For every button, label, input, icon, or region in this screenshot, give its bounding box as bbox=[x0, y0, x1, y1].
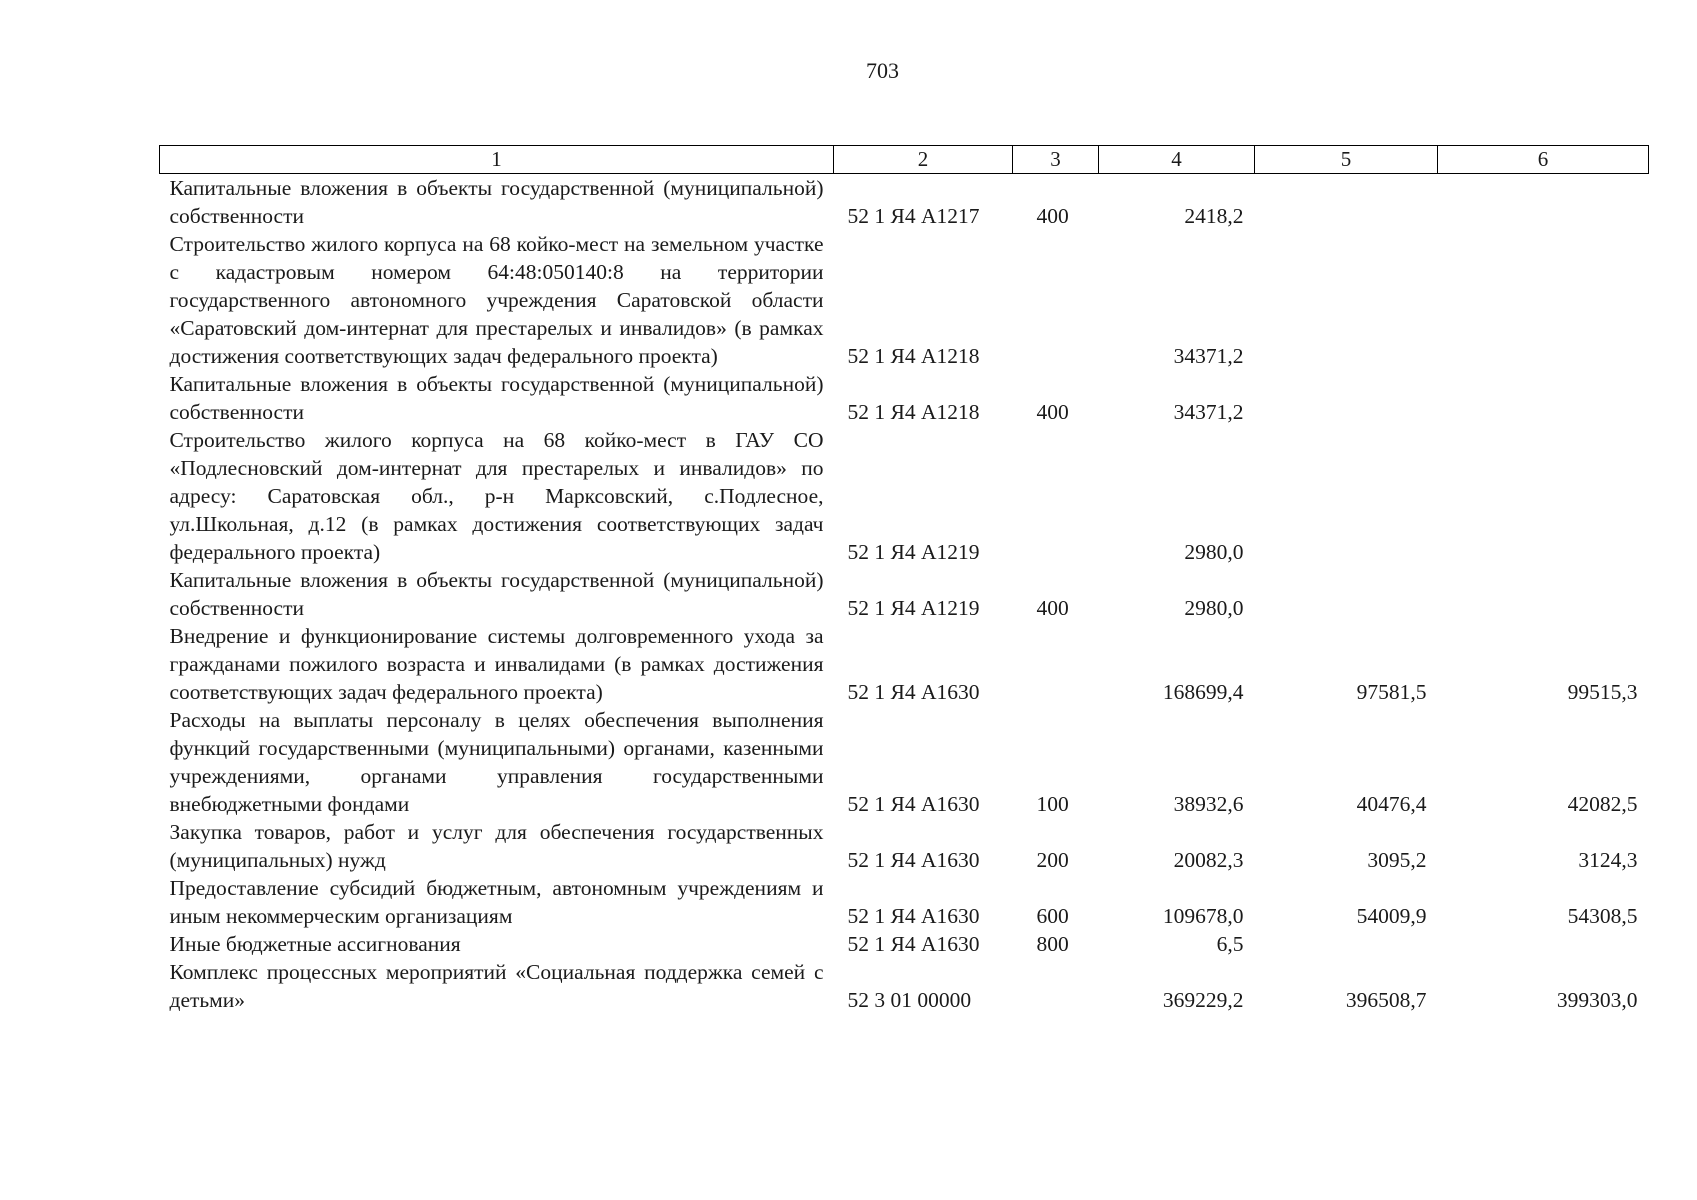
row-expense-type: 400 bbox=[1036, 204, 1069, 228]
row-expense-type bbox=[1013, 426, 1099, 566]
header-col-6: 6 bbox=[1438, 146, 1649, 174]
row-value-col6 bbox=[1438, 370, 1649, 426]
row-name: Предоставление субсидий бюджетным, автономным учреждениям и иным некоммерческим организациям bbox=[169, 876, 824, 928]
row-expense-type: 600 bbox=[1036, 904, 1069, 928]
row-code: 52 1 Я4 A1218 bbox=[847, 400, 980, 424]
row-name: Строительство жилого корпуса на 68 койко-мест на земельном участке с кадастровым номером 64:48:050140:8 на территории государственного автономного учреждения Саратовской области «Саратовский дом-интернат для престарелых и инвалидов» (в рамках достижения соответствующих задач федерального проекта) bbox=[169, 232, 824, 368]
row-name: Иные бюджетные ассигнования bbox=[169, 932, 461, 956]
row-name: Капитальные вложения в объекты государственной (муниципальной) собственности bbox=[169, 176, 824, 228]
row-code: 52 1 Я4 A1630 bbox=[847, 904, 980, 928]
row-value-col6: 42082,5 bbox=[1567, 792, 1638, 816]
row-code: 52 1 Я4 A1217 bbox=[847, 204, 980, 228]
row-value-col6: 99515,3 bbox=[1567, 680, 1638, 704]
row-value-col5 bbox=[1255, 174, 1438, 231]
table-header bbox=[160, 146, 1649, 174]
row-code: 52 1 Я4 A1630 bbox=[847, 792, 980, 816]
row-value-col6 bbox=[1438, 230, 1649, 370]
row-code: 52 3 01 00000 bbox=[847, 988, 972, 1012]
row-value-col5: 97581,5 bbox=[1356, 680, 1427, 704]
header-col-1: 1 bbox=[160, 146, 834, 174]
row-value-col6 bbox=[1438, 174, 1649, 231]
row-value-col6 bbox=[1438, 566, 1649, 622]
header-col-5: 5 bbox=[1255, 146, 1438, 174]
row-value-col5 bbox=[1255, 426, 1438, 566]
row-value-col4: 168699,4 bbox=[1162, 680, 1244, 704]
budget-table bbox=[159, 145, 1649, 1014]
row-code: 52 1 Я4 A1630 bbox=[847, 932, 980, 956]
row-value-col5 bbox=[1255, 566, 1438, 622]
row-name: Капитальные вложения в объекты государственной (муниципальной) собственности bbox=[169, 568, 824, 620]
table-row bbox=[160, 706, 1649, 818]
row-expense-type bbox=[1013, 958, 1099, 1014]
row-expense-type: 800 bbox=[1036, 932, 1069, 956]
row-value-col6: 399303,0 bbox=[1556, 988, 1638, 1012]
header-col-4: 4 bbox=[1099, 146, 1255, 174]
row-code: 52 1 Я4 A1219 bbox=[847, 596, 980, 620]
row-value-col5: 40476,4 bbox=[1356, 792, 1427, 816]
row-value-col6: 3124,3 bbox=[1578, 848, 1638, 872]
table-row bbox=[160, 370, 1649, 426]
row-value-col6 bbox=[1438, 930, 1649, 958]
row-value-col5: 54009,9 bbox=[1356, 904, 1427, 928]
row-value-col5 bbox=[1255, 930, 1438, 958]
row-name: Комплекс процессных мероприятий «Социальная поддержка семей с детьми» bbox=[169, 960, 824, 1012]
table-row bbox=[160, 818, 1649, 874]
row-value-col4: 34371,2 bbox=[1173, 344, 1244, 368]
header-col-3: 3 bbox=[1013, 146, 1099, 174]
row-value-col4: 6,5 bbox=[1216, 932, 1244, 956]
row-expense-type bbox=[1013, 230, 1099, 370]
row-value-col6: 54308,5 bbox=[1567, 904, 1638, 928]
table-row bbox=[160, 426, 1649, 566]
row-value-col6 bbox=[1438, 426, 1649, 566]
table-body bbox=[160, 174, 1649, 1015]
row-code: 52 1 Я4 A1219 bbox=[847, 540, 980, 564]
row-value-col4: 2418,2 bbox=[1184, 204, 1244, 228]
row-expense-type: 400 bbox=[1036, 596, 1069, 620]
row-name: Капитальные вложения в объекты государственной (муниципальной) собственности bbox=[169, 372, 824, 424]
row-value-col4: 109678,0 bbox=[1162, 904, 1244, 928]
row-value-col4: 34371,2 bbox=[1173, 400, 1244, 424]
row-value-col5 bbox=[1255, 370, 1438, 426]
table-row bbox=[160, 174, 1649, 231]
row-name: Закупка товаров, работ и услуг для обеспечения государственных (муниципальных) нужд bbox=[169, 820, 824, 872]
row-value-col4: 20082,3 bbox=[1173, 848, 1244, 872]
row-code: 52 1 Я4 A1630 bbox=[847, 848, 980, 872]
row-value-col4: 369229,2 bbox=[1162, 988, 1244, 1012]
row-value-col4: 2980,0 bbox=[1184, 540, 1244, 564]
row-value-col5 bbox=[1255, 230, 1438, 370]
table-row bbox=[160, 874, 1649, 930]
row-name: Расходы на выплаты персоналу в целях обеспечения выполнения функций государственными (муниципальными) органами, казенными учреждениями, органами управления государственными внебюджетными фондами bbox=[169, 708, 824, 816]
row-value-col4: 38932,6 bbox=[1173, 792, 1244, 816]
row-value-col5: 3095,2 bbox=[1367, 848, 1427, 872]
row-expense-type: 200 bbox=[1036, 848, 1069, 872]
table-row bbox=[160, 622, 1649, 706]
row-value-col5: 396508,7 bbox=[1345, 988, 1427, 1012]
row-expense-type: 100 bbox=[1036, 792, 1069, 816]
row-code: 52 1 Я4 A1630 bbox=[847, 680, 980, 704]
row-name: Строительство жилого корпуса на 68 койко-мест в ГАУ СО «Подлесновский дом-интернат для престарелых и инвалидов» по адресу: Саратовская обл., р-н Марксовский, с.Подлесное, ул.Школьная, д.12 (в рамках достижения соответствующих задач федерального проекта) bbox=[169, 428, 824, 564]
header-col-2: 2 bbox=[834, 146, 1013, 174]
table-row bbox=[160, 958, 1649, 1014]
page-number: 703 bbox=[866, 58, 899, 83]
row-code: 52 1 Я4 A1218 bbox=[847, 344, 980, 368]
row-expense-type: 400 bbox=[1036, 400, 1069, 424]
table-row bbox=[160, 230, 1649, 370]
table-row bbox=[160, 566, 1649, 622]
header-row bbox=[160, 146, 1649, 174]
row-value-col4: 2980,0 bbox=[1184, 596, 1244, 620]
table-row bbox=[160, 930, 1649, 958]
row-expense-type bbox=[1013, 622, 1099, 706]
row-name: Внедрение и функционирование системы долговременного ухода за гражданами пожилого возраста и инвалидами (в рамках достижения соответствующих задач федерального проекта) bbox=[169, 624, 824, 704]
